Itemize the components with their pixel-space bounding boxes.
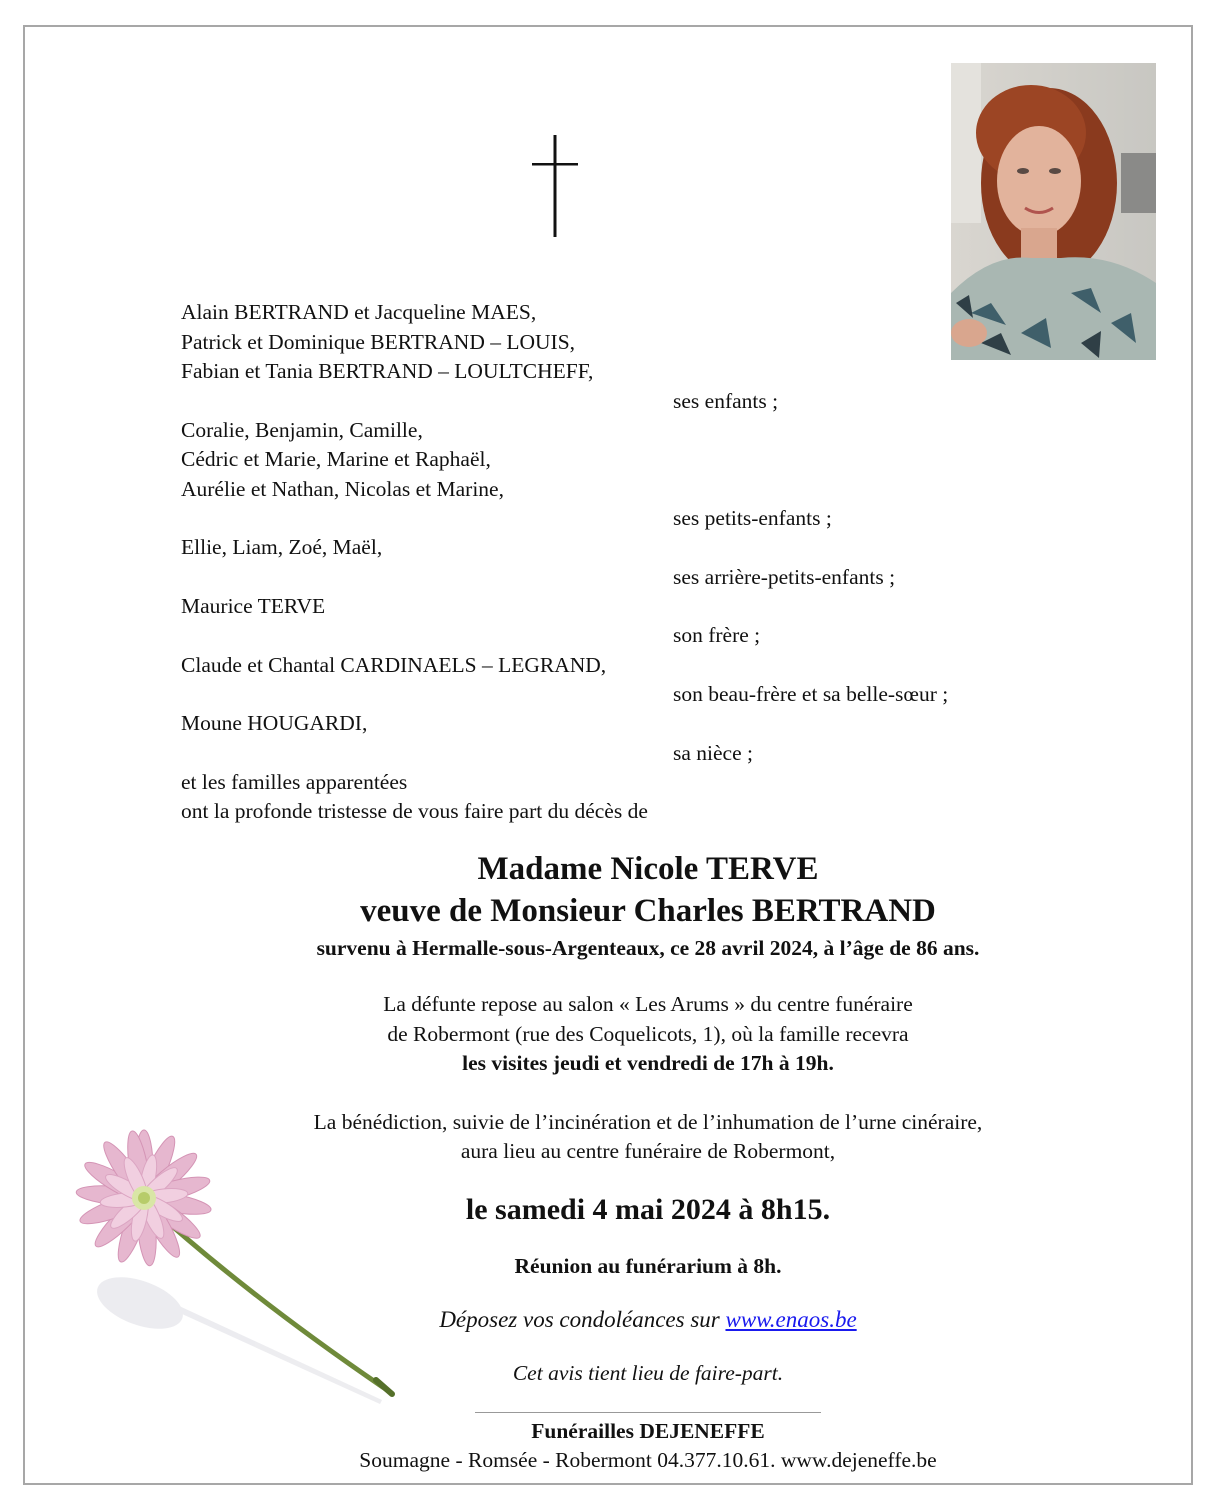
deceased-name: Madame Nicole TERVE (477, 851, 819, 887)
great-grandchildren: Ellie, Liam, Zoé, Maël, (181, 535, 383, 559)
children-label: ses enfants ; (673, 389, 779, 413)
meeting-info: Réunion au funérarium à 8h. (514, 1254, 782, 1278)
footer-company: Funérailles DEJENEFFE (531, 1419, 765, 1443)
ceremony-line-2: aura lieu au centre funéraire de Robermont, (460, 1139, 836, 1163)
visits-line-3: les visites jeudi et vendredi de 17h à 19h. (462, 1051, 834, 1075)
child-line-3: Fabian et Tania BERTRAND – LOULTCHEFF, (181, 359, 594, 383)
child-line-1: Alain BERTRAND et Jacqueline MAES, (181, 300, 537, 324)
grandchild-line-1: Coralie, Benjamin, Camille, (181, 418, 423, 442)
flower-icon (62, 1128, 402, 1413)
visits-line-2: de Robermont (rue des Coquelicots, 1), où la famille recevra (387, 1022, 909, 1046)
portrait-photo (951, 63, 1156, 360)
grandchild-line-2: Cédric et Marie, Marine et Raphaël, (181, 447, 491, 471)
footer-details: Soumagne - Romsée - Robermont 04.377.10.61. www.dejeneffe.be (359, 1448, 937, 1472)
ceremony-date: le samedi 4 mai 2024 à 8h15. (465, 1193, 831, 1226)
widow-of: veuve de Monsieur Charles BERTRAND (360, 893, 936, 929)
condolences-text: Déposez vos condoléances sur (439, 1307, 726, 1332)
footer-divider (475, 1412, 821, 1413)
ceremony-line-1: La bénédiction, suivie de l’incinération et de l’inhumation de l’urne cinéraire, (313, 1110, 983, 1134)
grandchildren-label: ses petits-enfants ; (673, 506, 832, 530)
condolences-link[interactable]: www.enaos.be (725, 1307, 857, 1332)
brother: Maurice TERVE (181, 594, 326, 618)
in-laws-label: son beau-frère et sa belle-sœur ; (673, 682, 949, 706)
in-laws: Claude et Chantal CARDINAELS – LEGRAND, (181, 653, 607, 677)
brother-label: son frère ; (673, 623, 761, 647)
closing-line-1: et les familles apparentées (181, 770, 408, 794)
notice-text: Cet avis tient lieu de faire-part. (512, 1361, 784, 1385)
closing-line-2: ont la profonde tristesse de vous faire part du décès de (181, 799, 648, 823)
cross-icon (532, 135, 578, 237)
great-grandchildren-label: ses arrière-petits-enfants ; (673, 565, 896, 589)
child-line-2: Patrick et Dominique BERTRAND – LOUIS, (181, 330, 576, 354)
niece-label: sa nièce ; (673, 741, 753, 765)
niece: Moune HOUGARDI, (181, 711, 368, 735)
grandchild-line-3: Aurélie et Nathan, Nicolas et Marine, (181, 477, 504, 501)
visits-line-1: La défunte repose au salon « Les Arums » du centre funéraire (383, 992, 913, 1016)
death-info: survenu à Hermalle-sous-Argenteaux, ce 28 avril 2024, à l’âge de 86 ans. (316, 936, 980, 960)
